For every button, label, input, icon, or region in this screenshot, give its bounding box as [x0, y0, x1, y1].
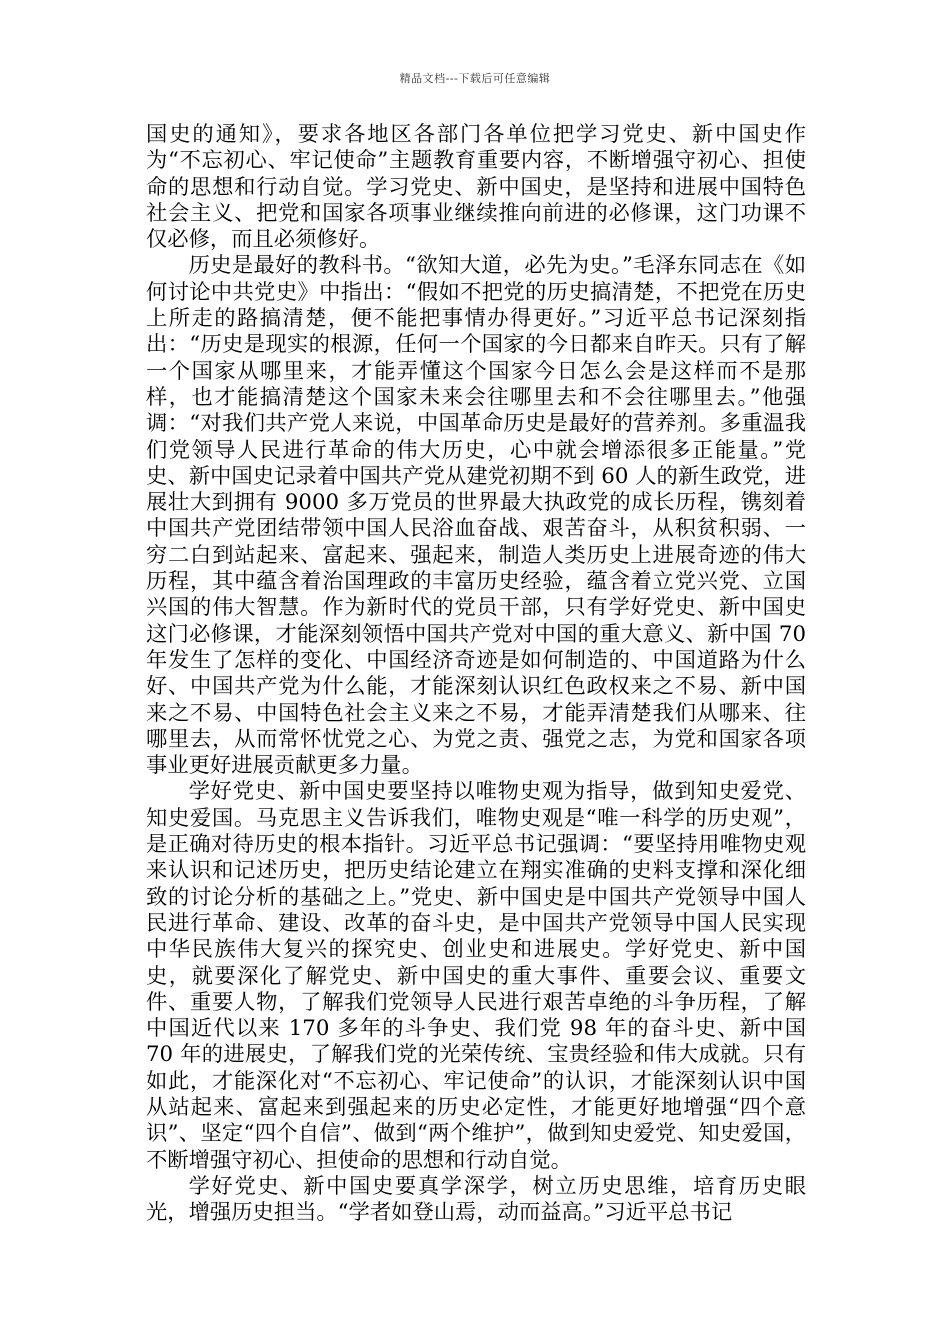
paragraph-historical-materialism: 学好党史、新中国史要坚持以唯物史观为指导，做到知史爱党、知史爱国。马克思主义告诉我们，唯物史观是“唯一科学的历史观”，是正确对待历史的根本指针。习近平总书记强调：“要坚持用唯物史观来认识和记述历史，把历史结论建立在翔实准确的史料支撑和深化细致的讨论分析的基础之上。”党史、新中国史是中国共产党领导中国人民进行革命、建设、改革的奋斗史，是中国共产党领导中国人民实现中华民族伟大复兴的探究史、创业史和进展史。学好党史、新中国史，就要深化了解党史、新中国史的重大事件、重要会议、重要文件、重要人物，了解我们党领导人民进行艰苦卓绝的斗争历程，了解中国近代以来 170 多年的斗争史、我们党 98 年的奋斗史、新中国 70 年的进展史，了解我们党的光荣传统、宝贵经验和伟大成就。只有如此，才能深化对“不忘初心、牢记使命”的认识，才能深刻认识中国从站起来、富起来到强起来的历史必定性，才能更好地增强“四个意识”、坚定“四个自信”、做到“两个维护”，做到知史爱党、知史爱国，不断增强守初心、担使命的思想和行动自觉。: [146, 779, 806, 1173]
paragraph-continuation: 国史的通知》，要求各地区各部门各单位把学习党史、新中国史作为“不忘初心、牢记使命”主题教育重要内容，不断增强守初心、担使命的思想和行动自觉。学习党史、新中国史，是坚持和进展中国特色社会主义、把党和国家各项事业继续推向前进的必修课，这门功课不仅必修，而且必须修好。: [146, 122, 806, 253]
document-body: [146, 122, 806, 1226]
paragraph-history-textbook: 历史是最好的教科书。“欲知大道，必先为史。”毛泽东同志在《如何讨论中共党史》中指出：“假如不把党的历史搞清楚，不把党在历史上所走的路搞清楚，便不能把事情办得更好。”习近平总书记深刻指出：“历史是现实的根源，任何一个国家的今日都来自昨天。只有了解一个国家从哪里来，才能弄懂这个国家今日怎么会是这样而不是那样，也才能搞清楚这个国家未来会往哪里去和不会往哪里去。”他强调：“对我们共产党人来说，中国革命历史是最好的营养剂。多重温我们党领导人民进行革命的伟大历史，心中就会增添很多正能量。”党史、新中国史记录着中国共产党从建党初期不到 60 人的新生政党，进展壮大到拥有 9000 多万党员的世界最大执政党的成长历程，镌刻着中国共产党团结带领中国人民浴血奋战、艰苦奋斗，从积贫积弱、一穷二白到站起来、富起来、强起来，制造人类历史上进展奇迹的伟大历程，其中蕴含着治国理政的丰富历史经验，蕴含着立党兴党、立国兴国的伟大智慧。作为新时代的党员干部，只有学好党史、新中国史这门必修课，才能深刻领悟中国共产党对中国的重大意义、新中国 70 年发生了怎样的变化、中国经济奇迹是如何制造的、中国道路为什么好、中国共产党为什么能，才能深刻认识红色政权来之不易、新中国来之不易、中国特色社会主义来之不易，才能弄清楚我们从哪来、往哪里去，从而常怀忧党之心、为党之责、强党之志，为党和国家各项事业更好进展贡献更多力量。: [146, 253, 806, 779]
page-header: 精品文档---下载后可任意编辑: [399, 72, 551, 85]
paragraph-deep-study: 学好党史、新中国史要真学深学，树立历史思维，培育历史眼光，增强历史担当。“学者如登山焉，动而益高。”习近平总书记: [146, 1173, 806, 1226]
